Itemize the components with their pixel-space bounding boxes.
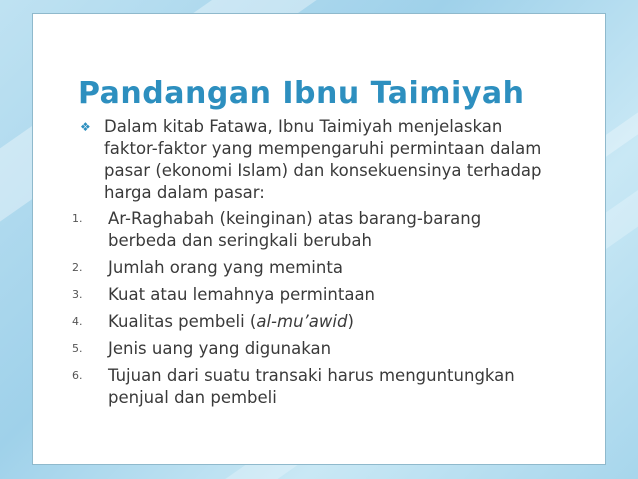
slide-body	[72, 116, 550, 414]
list-number: 5.	[72, 342, 83, 355]
list-number: 2.	[72, 261, 83, 274]
list-number: 4.	[72, 315, 83, 328]
list-item	[72, 208, 550, 252]
list-item-text-after: )	[347, 312, 354, 331]
list-number: 1.	[72, 212, 83, 225]
intro-bullet	[80, 116, 550, 204]
list-item-text	[108, 311, 550, 333]
list-item-text: Jenis uang yang digunakan	[108, 339, 332, 358]
list-item-text-before: Kualitas pembeli (	[108, 312, 257, 331]
list-item	[72, 338, 550, 360]
list-item	[72, 257, 550, 279]
list-item-text: Ar-Raghabah (keinginan) atas barang-barang berbeda dan seringkali berubah	[108, 209, 482, 250]
list-item	[72, 311, 550, 333]
list-item	[72, 365, 550, 409]
intro-text: Dalam kitab Fatawa, Ibnu Taimiyah menjelaskan faktor-faktor yang mempengaruhi permintaan dalam pasar (ekonomi Islam) dan konsekuensinya terhadap harga dalam pasar:	[104, 117, 542, 202]
list-number: 6.	[72, 369, 83, 382]
square-bullet-icon: ❖	[80, 120, 91, 134]
slide-title: Pandangan Ibnu Taimiyah	[78, 76, 525, 111]
list-item-text: Kuat atau lemahnya permintaan	[108, 285, 376, 304]
list-item	[72, 284, 550, 306]
list-number: 3.	[72, 288, 83, 301]
list-item-text-italic: al-mu’awid	[256, 312, 348, 331]
list-item-text: Tujuan dari suatu transaki harus menguntungkan penjual dan pembeli	[108, 366, 515, 407]
list-item-text: Jumlah orang yang meminta	[108, 258, 343, 277]
